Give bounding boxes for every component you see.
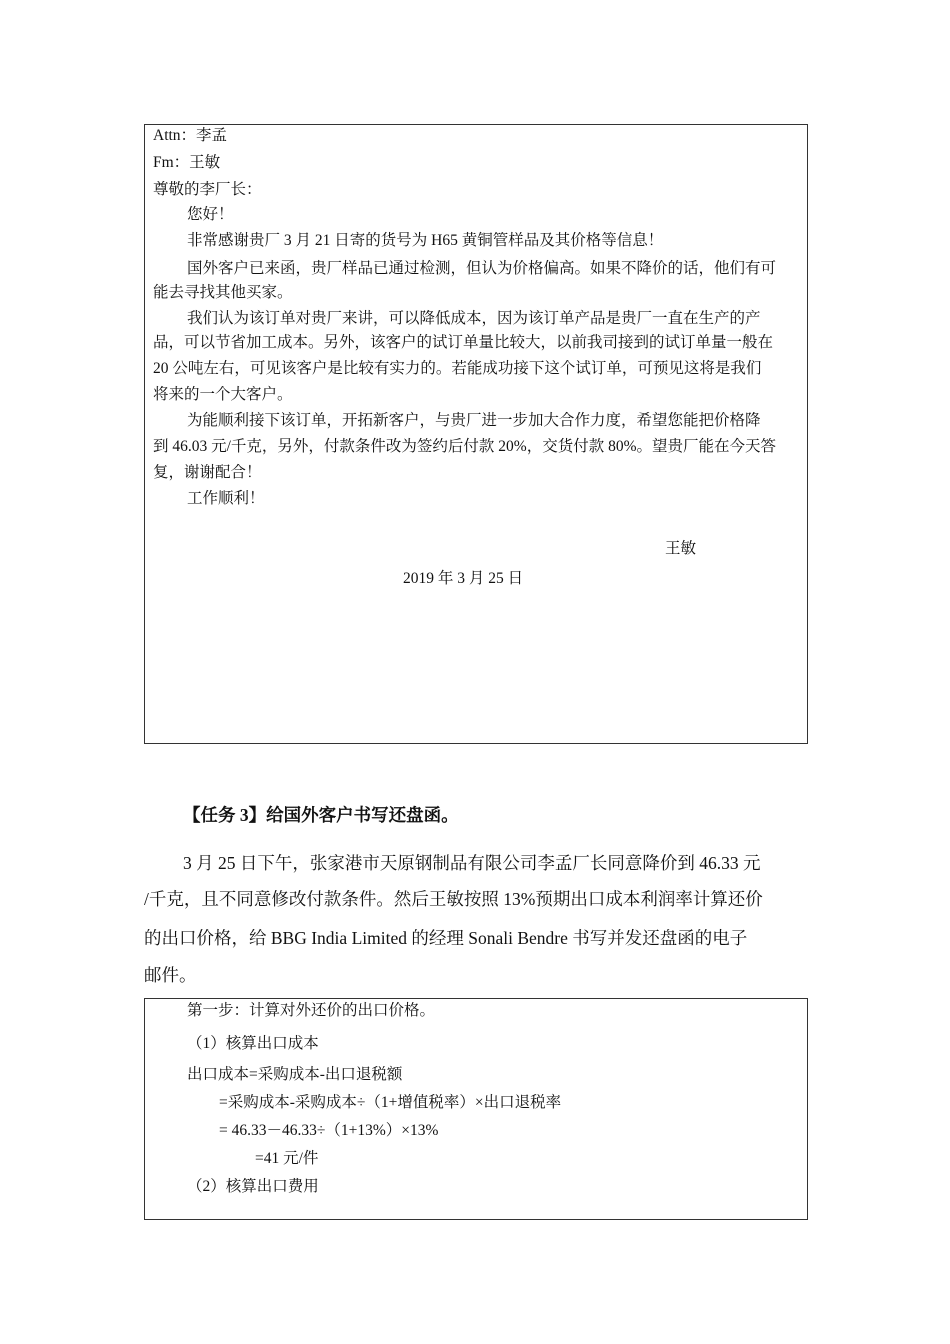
signature: 王敏 — [665, 540, 697, 557]
task-text-line-3: 的出口价格，给 BBG India Limited 的经理 Sonali Bendre 书写并发还盘函的电子 — [144, 928, 748, 948]
calc-step-1: 第一步：计算对外还价的出口价格。 — [187, 1002, 436, 1019]
calc-formula: 出口成本=采购成本-出口退税额 — [187, 1066, 403, 1083]
paragraph-3-line-2: 品，可以节省加工成本。另外，该客户的试订单量比较大，以前我司接到的试订单量一般在 — [153, 334, 774, 351]
attn-line: Attn：李孟 — [153, 127, 228, 144]
paragraph-3-line-1: 我们认为该订单对贵厂来讲，可以降低成本，因为该订单产品是贵厂一直在生产的产 — [187, 310, 761, 327]
calc-equation-2: = 46.33－46.33÷（1+13%）×13% — [219, 1122, 439, 1139]
paragraph-4-line-1: 为能顺利接下该订单，开拓新客户，与贵厂进一步加大合作力度，希望您能把价格降 — [187, 412, 761, 429]
paragraph-3-line-4: 将来的一个大客户。 — [153, 386, 293, 403]
task-heading: 【任务 3】给国外客户书写还盘函。 — [183, 805, 459, 825]
closing: 工作顺利！ — [187, 490, 265, 507]
task-text-line-1: 3 月 25 日下午，张家港市天原钢制品有限公司李孟厂长同意降价到 46.33 元 — [183, 853, 761, 873]
calc-item-2: （2）核算出口费用 — [187, 1178, 319, 1195]
calculation-box — [144, 998, 808, 1220]
letter-box — [144, 124, 808, 744]
calc-equation-1: =采购成本-采购成本÷（1+增值税率）×出口退税率 — [219, 1094, 562, 1111]
paragraph-2-line-2: 能去寻找其他买家。 — [153, 284, 293, 301]
greeting: 您好！ — [187, 206, 234, 223]
letter-date: 2019 年 3 月 25 日 — [403, 570, 524, 587]
salutation: 尊敬的李厂长： — [153, 181, 262, 198]
paragraph-4-line-2: 到 46.03 元/千克，另外，付款条件改为签约后付款 20%，交货付款 80%。望贵厂能在今天答 — [153, 438, 777, 455]
from-line: Fm：王敏 — [153, 154, 221, 171]
calc-item-1: （1）核算出口成本 — [187, 1035, 319, 1052]
paragraph-4-line-3: 复，谢谢配合！ — [153, 464, 262, 481]
calc-equation-3: =41 元/件 — [255, 1150, 319, 1167]
paragraph-3-line-3: 20 公吨左右，可见该客户是比较有实力的。若能成功接下这个试订单，可预见这将是我们 — [153, 360, 762, 377]
paragraph-1: 非常感谢贵厂 3 月 21 日寄的货号为 H65 黄铜管样品及其价格等信息！ — [187, 232, 664, 249]
task-text-line-2: /千克，且不同意修改付款条件。然后王敏按照 13%预期出口成本利润率计算还价 — [144, 889, 763, 909]
paragraph-2-line-1: 国外客户已来函，贵厂样品已通过检测，但认为价格偏高。如果不降价的话，他们有可 — [187, 260, 777, 277]
task-text-line-4: 邮件。 — [144, 965, 197, 985]
